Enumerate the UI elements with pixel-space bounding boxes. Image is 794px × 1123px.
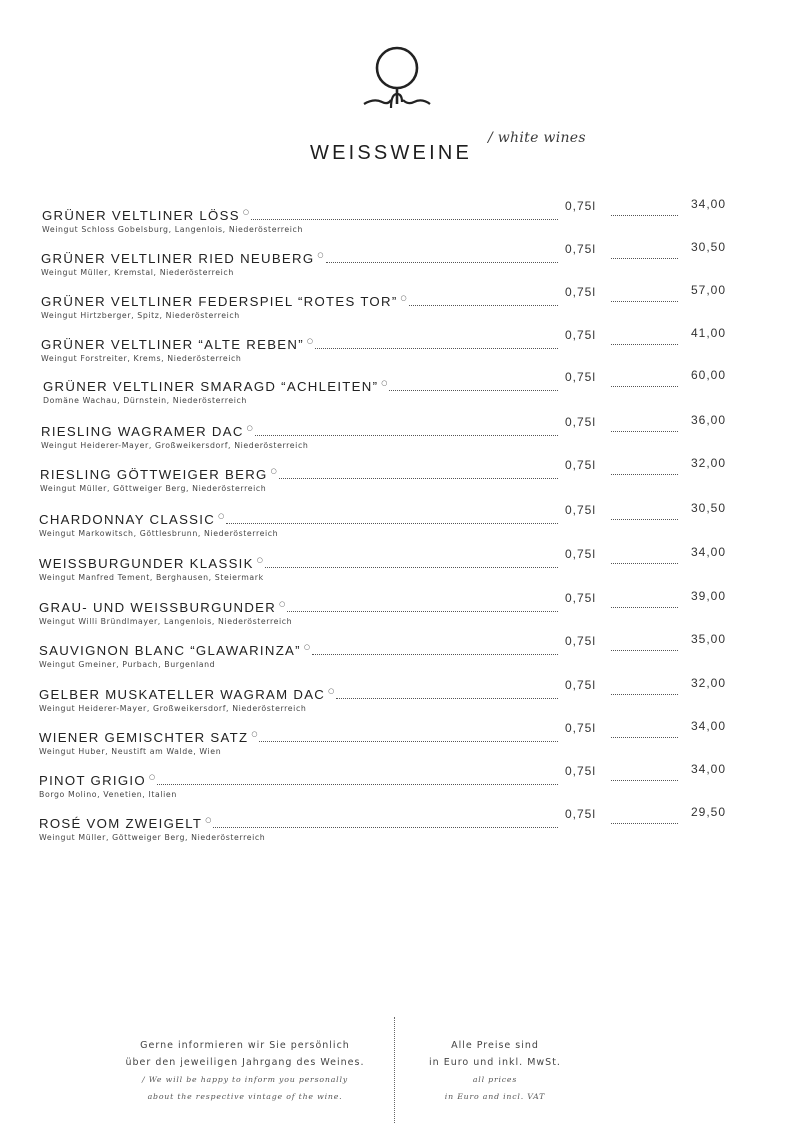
- wine-name-row: [41, 248, 560, 266]
- wine-name: CHARDONNAY CLASSIC: [39, 512, 216, 527]
- wine-volume: 0,75l: [565, 678, 597, 692]
- wine-name: GRÜNER VELTLINER “ALTE REBEN”: [41, 337, 304, 352]
- price-dot-leader: [611, 607, 678, 608]
- wine-glass-icon: ○: [218, 512, 225, 520]
- dot-leader: [213, 826, 558, 828]
- wine-producer: Weingut Hirtzberger, Spitz, Niederösterreich: [41, 311, 240, 320]
- wine-price: 29,50: [690, 805, 726, 819]
- wine-item: [0, 632, 794, 676]
- wine-glass-icon: ○: [205, 816, 212, 824]
- footer-divider: [394, 1017, 395, 1123]
- wine-name: WEISSBURGUNDER KLASSIK: [39, 556, 254, 571]
- wine-volume: 0,75l: [565, 764, 597, 778]
- wine-producer: Weingut Huber, Neustift am Walde, Wien: [39, 747, 222, 756]
- wine-name-row: [39, 640, 560, 658]
- wine-name: RIESLING GÖTTWEIGER BERG: [40, 467, 268, 482]
- wine-producer: Weingut Forstreiter, Krems, Niederösterreich: [41, 354, 242, 363]
- wine-volume: 0,75l: [565, 634, 597, 648]
- wine-name-row: [39, 727, 560, 745]
- wine-item: [0, 240, 794, 284]
- wine-item: [0, 368, 794, 412]
- wine-glass-icon: ○: [317, 251, 324, 259]
- wine-price: 34,00: [690, 762, 726, 776]
- wine-name-row: [41, 291, 560, 309]
- wine-price: 34,00: [690, 197, 726, 211]
- footer: [0, 1015, 794, 1123]
- dot-leader: [279, 477, 558, 479]
- price-dot-leader: [611, 694, 678, 695]
- dot-leader: [326, 261, 558, 263]
- wine-volume: 0,75l: [565, 807, 597, 821]
- wine-item: [0, 805, 794, 849]
- wine-name: RIESLING WAGRAMER DAC: [41, 424, 244, 439]
- wine-producer: Weingut Heiderer-Mayer, Großweikersdorf, Niederösterreich: [41, 441, 309, 450]
- price-dot-leader: [611, 215, 678, 216]
- dot-leader: [251, 218, 558, 220]
- wine-price: 41,00: [690, 326, 726, 340]
- wine-price: 30,50: [690, 501, 726, 515]
- dot-leader: [287, 610, 558, 612]
- wine-name-row: [39, 813, 560, 831]
- dot-leader: [409, 304, 558, 306]
- wine-name-row: [41, 334, 560, 352]
- dot-leader: [226, 522, 558, 524]
- wine-producer: Weingut Gmeiner, Purbach, Burgenland: [39, 660, 216, 669]
- price-dot-leader: [611, 386, 678, 387]
- wine-producer: Weingut Markowitsch, Göttlesbrunn, Niederösterreich: [39, 529, 279, 538]
- wine-item: [0, 283, 794, 327]
- wine-name: GRÜNER VELTLINER SMARAGD “ACHLEITEN”: [43, 379, 379, 394]
- wine-name: SAUVIGNON BLANC “GLAWARINZA”: [39, 643, 301, 658]
- wine-glass-icon: ○: [270, 467, 277, 475]
- wine-name: GELBER MUSKATELLER WAGRAM DAC: [39, 687, 326, 702]
- wine-item: [0, 719, 794, 763]
- wine-price: 34,00: [690, 545, 726, 559]
- wine-volume: 0,75l: [565, 242, 597, 256]
- wine-glass-icon: ○: [246, 424, 253, 432]
- wine-price: 34,00: [690, 719, 726, 733]
- wine-volume: 0,75l: [565, 721, 597, 735]
- wine-glass-icon: ○: [306, 337, 314, 345]
- footer-right-line1: Alle Preise sind: [451, 1040, 539, 1051]
- wine-volume: 0,75l: [565, 285, 597, 299]
- wine-volume: 0,75l: [565, 370, 597, 384]
- footer-left-line1: Gerne informieren wir Sie persönlich: [140, 1040, 350, 1051]
- wine-item: [0, 456, 794, 500]
- wine-producer: Weingut Müller, Göttweiger Berg, Niederösterreich: [40, 484, 267, 493]
- wine-name: PINOT GRIGIO: [39, 773, 146, 788]
- wine-producer: Weingut Müller, Göttweiger Berg, Niederösterreich: [39, 833, 266, 842]
- price-dot-leader: [611, 563, 678, 564]
- wine-item: [0, 676, 794, 720]
- page-title: WEISSWEINE: [310, 142, 473, 164]
- wine-producer: Weingut Heiderer-Mayer, Großweikersdorf, Niederösterreich: [39, 704, 307, 713]
- wine-glass-icon: ○: [400, 294, 407, 302]
- price-dot-leader: [611, 823, 678, 824]
- wine-name-row: [41, 421, 560, 439]
- page-subtitle: / white wines: [488, 130, 586, 146]
- wine-volume: 0,75l: [565, 199, 597, 213]
- wine-glass-icon: ○: [148, 773, 156, 781]
- wine-name: GRÜNER VELTLINER LÖSS: [42, 208, 240, 223]
- wine-name-row: [42, 205, 560, 223]
- price-dot-leader: [611, 737, 678, 738]
- wine-name-row: [39, 597, 560, 615]
- wine-name-row: [39, 509, 560, 527]
- wine-name: GRÜNER VELTLINER FEDERSPIEL “ROTES TOR”: [41, 294, 398, 309]
- price-dot-leader: [611, 650, 678, 651]
- wine-volume: 0,75l: [565, 415, 597, 429]
- wine-producer: Weingut Manfred Tement, Berghausen, Steiermark: [39, 573, 264, 582]
- dot-leader: [157, 783, 558, 785]
- dot-leader: [265, 566, 558, 568]
- footer-right-script2: in Euro and incl. VAT: [444, 1092, 546, 1101]
- wine-volume: 0,75l: [565, 458, 597, 472]
- price-dot-leader: [611, 301, 678, 302]
- wine-item: [0, 501, 794, 545]
- price-dot-leader: [611, 258, 678, 259]
- footer-right-line2: in Euro und inkl. MwSt.: [429, 1057, 561, 1068]
- wine-price: 32,00: [690, 676, 726, 690]
- wine-name: GRAU- UND WEISSBURGUNDER: [39, 600, 277, 615]
- wine-glass-icon: ○: [256, 556, 263, 564]
- footer-left-script1: / We will be happy to inform you personally: [142, 1075, 348, 1084]
- price-dot-leader: [611, 780, 678, 781]
- wine-volume: 0,75l: [565, 503, 597, 517]
- wine-name-row: [43, 376, 560, 394]
- wine-name-row: [39, 553, 560, 571]
- wine-producer: Weingut Müller, Kremstal, Niederösterreich: [41, 268, 234, 277]
- wine-glass-icon: ○: [328, 687, 335, 695]
- wine-name: GRÜNER VELTLINER RIED NEUBERG: [41, 251, 315, 266]
- dot-leader: [315, 347, 558, 349]
- dot-leader: [336, 697, 558, 699]
- wine-glass-icon: ○: [251, 730, 258, 738]
- wine-price: 60,00: [690, 368, 726, 382]
- price-dot-leader: [611, 474, 678, 475]
- wine-price: 36,00: [690, 413, 726, 427]
- wine-glass-icon: ○: [381, 379, 388, 387]
- footer-price-note: [410, 1037, 580, 1105]
- wine-name-row: [39, 770, 560, 788]
- wine-name: ROSÉ VOM ZWEIGELT: [39, 816, 203, 831]
- dot-leader: [255, 434, 558, 436]
- wine-item: [0, 197, 794, 241]
- price-dot-leader: [611, 431, 678, 432]
- wine-price: 57,00: [690, 283, 726, 297]
- wine-price: 35,00: [690, 632, 726, 646]
- wine-glass-icon: ○: [242, 208, 249, 216]
- wine-price: 30,50: [690, 240, 726, 254]
- dot-leader: [312, 653, 558, 655]
- wine-producer: Borgo Molino, Venetien, Italien: [39, 790, 177, 799]
- wine-glass-icon: ○: [279, 600, 286, 608]
- wine-item: [0, 413, 794, 457]
- wine-item: [0, 589, 794, 633]
- footer-vintage-note: [110, 1037, 380, 1105]
- wine-item: [0, 326, 794, 370]
- wine-item: [0, 762, 794, 806]
- footer-left-script2: about the respective vintage of the wine.: [147, 1092, 343, 1101]
- price-dot-leader: [611, 344, 678, 345]
- wine-producer: Weingut Willi Bründlmayer, Langenlois, Niederösterreich: [39, 617, 293, 626]
- wine-price: 39,00: [690, 589, 726, 603]
- dot-leader: [259, 740, 558, 742]
- wine-glass-icon: ○: [303, 643, 310, 651]
- wine-volume: 0,75l: [565, 328, 597, 342]
- wine-item: [0, 545, 794, 589]
- footer-left-line2: über den jeweiligen Jahrgang des Weines.: [125, 1057, 365, 1068]
- wine-name: WIENER GEMISCHTER SATZ: [39, 730, 249, 745]
- wine-volume: 0,75l: [565, 547, 597, 561]
- wine-price: 32,00: [690, 456, 726, 470]
- dot-leader: [389, 389, 558, 391]
- footer-right-script1: all prices: [472, 1075, 518, 1084]
- price-dot-leader: [611, 519, 678, 520]
- wine-producer: Weingut Schloss Gobelsburg, Langenlois, Niederösterreich: [42, 225, 303, 234]
- wine-producer: Domäne Wachau, Dürnstein, Niederösterreich: [43, 396, 247, 405]
- wine-name-row: [40, 464, 560, 482]
- wine-volume: 0,75l: [565, 591, 597, 605]
- wine-name-row: [39, 684, 560, 702]
